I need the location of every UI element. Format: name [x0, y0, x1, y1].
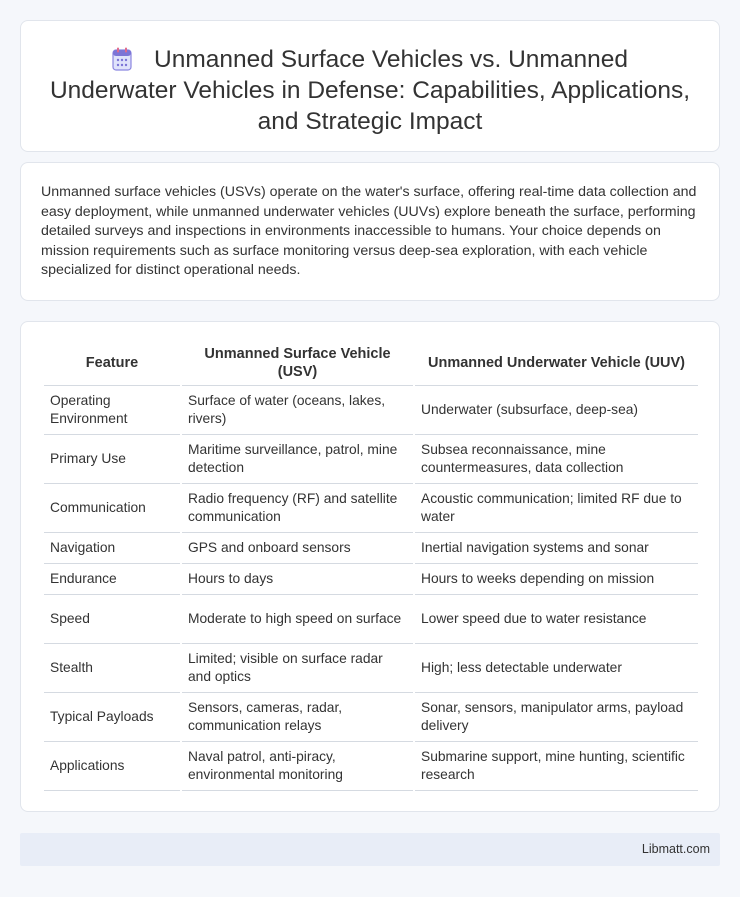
- intro-card: [20, 162, 720, 301]
- usv-cell: Maritime surveillance, patrol, mine detection: [182, 435, 413, 484]
- usv-cell: Surface of water (oceans, lakes, rivers): [182, 386, 413, 435]
- table-row: [44, 484, 698, 533]
- header-feature: Feature: [44, 340, 180, 386]
- table-row: [44, 564, 698, 595]
- intro-paragraph: Unmanned surface vehicles (USVs) operate on the water's surface, offering real-time data collection and easy deployment, while unmanned underwater vehicles (UUVs) explore beneath the surface, performing detailed surveys and inspections in environments inaccessible to humans. Your choice depends on mission requirements such as surface monitoring versus deep-sea exploration, with each vehicle specialized for distinct operational needs.: [41, 184, 697, 278]
- table-row: [44, 742, 698, 791]
- comparison-table: [42, 340, 700, 791]
- feature-cell: Typical Payloads: [44, 693, 180, 742]
- uuv-cell: High; less detectable underwater: [415, 644, 698, 693]
- usv-cell: Hours to days: [182, 564, 413, 595]
- uuv-cell: Subsea reconnaissance, mine countermeasures, data collection: [415, 435, 698, 484]
- uuv-cell: Submarine support, mine hunting, scientific research: [415, 742, 698, 791]
- table-header-row: [44, 340, 698, 386]
- feature-cell: Navigation: [44, 533, 180, 564]
- uuv-cell: Acoustic communication; limited RF due to water: [415, 484, 698, 533]
- feature-cell: Stealth: [44, 644, 180, 693]
- feature-cell: Endurance: [44, 564, 180, 595]
- calendar-icon: [112, 47, 132, 71]
- uuv-cell: Lower speed due to water resistance: [415, 595, 698, 644]
- footer: [20, 833, 720, 866]
- title-card: [20, 20, 720, 152]
- table-row: [44, 386, 698, 435]
- header-usv: Unmanned Surface Vehicle (USV): [182, 340, 413, 386]
- table-row: [44, 435, 698, 484]
- feature-cell: Speed: [44, 595, 180, 644]
- table-row: [44, 644, 698, 693]
- usv-cell: Moderate to high speed on surface: [182, 595, 413, 644]
- usv-cell: GPS and onboard sensors: [182, 533, 413, 564]
- uuv-cell: Hours to weeks depending on mission: [415, 564, 698, 595]
- feature-cell: Operating Environment: [44, 386, 180, 435]
- table-row: [44, 693, 698, 742]
- usv-cell: Limited; visible on surface radar and optics: [182, 644, 413, 693]
- comparison-card: [20, 321, 720, 812]
- feature-cell: Applications: [44, 742, 180, 791]
- feature-cell: Primary Use: [44, 435, 180, 484]
- header-uuv: Unmanned Underwater Vehicle (UUV): [415, 340, 698, 386]
- uuv-cell: Inertial navigation systems and sonar: [415, 533, 698, 564]
- uuv-cell: Sonar, sensors, manipulator arms, payload delivery: [415, 693, 698, 742]
- table-row: [44, 533, 698, 564]
- feature-cell: Communication: [44, 484, 180, 533]
- table-row: [44, 595, 698, 644]
- usv-cell: Naval patrol, anti-piracy, environmental monitoring: [182, 742, 413, 791]
- usv-cell: Sensors, cameras, radar, communication relays: [182, 693, 413, 742]
- footer-brand[interactable]: Libmatt.com: [641, 842, 710, 856]
- page-title-text: Unmanned Surface Vehicles vs. Unmanned Underwater Vehicles in Defense: Capabilities, Applications, and Strategic Impact: [49, 46, 691, 135]
- uuv-cell: Underwater (subsurface, deep-sea): [415, 386, 698, 435]
- usv-cell: Radio frequency (RF) and satellite communication: [182, 484, 413, 533]
- page-title: [21, 21, 719, 137]
